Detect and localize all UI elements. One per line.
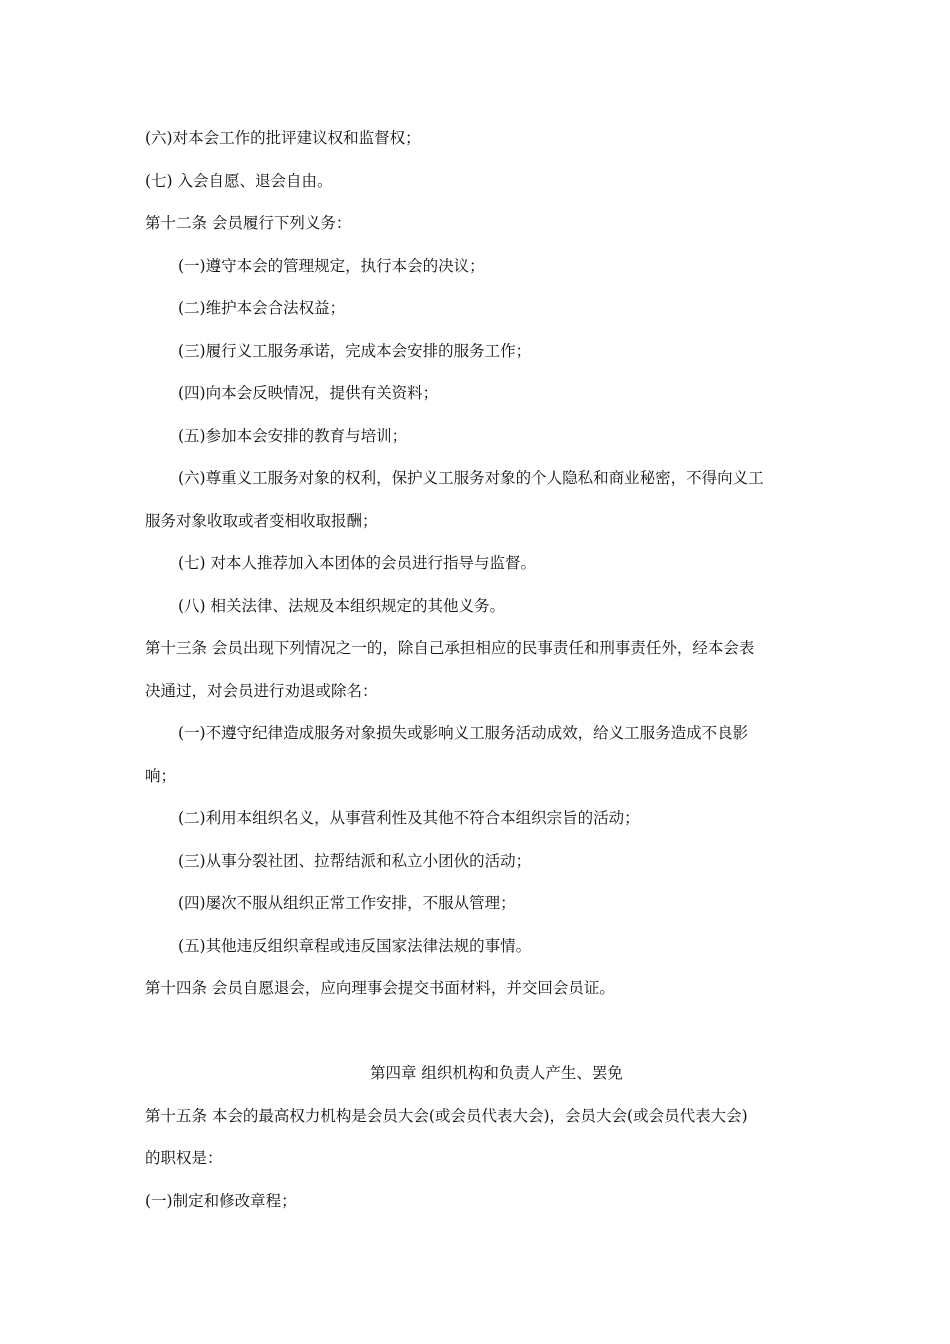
article-12-heading: 第十二条 会员履行下列义务： (145, 214, 352, 232)
article-15-heading: 第十五条 本会的最高权力机构是会员大会(或会员代表大会)，会员大会(或会员代表大会) (145, 1107, 748, 1125)
dismissal-item-1-cont: 响； (145, 767, 177, 785)
right-item-6: (六)对本会工作的批评建议权和监督权； (145, 129, 421, 147)
article-13-heading: 第十三条 会员出现下列情况之一的，除自己承担相应的民事责任和刑事责任外，经本会表 (145, 639, 755, 657)
duty-item-5: (五)参加本会安排的教育与培训； (178, 427, 408, 445)
duty-item-1: (一)遵守本会的管理规定，执行本会的决议； (178, 257, 485, 275)
duty-item-4: (四)向本会反映情况，提供有关资料； (178, 384, 439, 402)
dismissal-item-4: (四)屡次不服从组织正常工作安排，不服从管理； (178, 894, 516, 912)
duty-item-3: (三)履行义工服务承诺，完成本会安排的服务工作； (178, 342, 532, 360)
dismissal-item-1: (一)不遵守纪律造成服务对象损失或影响义工服务活动成效，给义工服务造成不良影 (178, 724, 749, 742)
duty-item-6: (六)尊重义工服务对象的权利，保护义工服务对象的个人隐私和商业秘密，不得向义工 (178, 469, 764, 487)
duty-item-2: (二)维护本会合法权益； (178, 299, 346, 317)
chapter-4-title: 第四章 组织机构和负责人产生、罢免 (370, 1064, 623, 1082)
article-14: 第十四条 会员自愿退会，应向理事会提交书面材料，并交回会员证。 (145, 979, 615, 997)
right-item-7: (七) 入会自愿、退会自由。 (145, 172, 333, 190)
duty-item-8: (八) 相关法律、法规及本组织规定的其他义务。 (178, 597, 506, 615)
dismissal-item-2: (二)利用本组织名义，从事营利性及其他不符合本组织宗旨的活动； (178, 809, 640, 827)
power-item-1: (一)制定和修改章程； (145, 1192, 297, 1210)
article-15-cont: 的职权是： (145, 1149, 223, 1167)
dismissal-item-5: (五)其他违反组织章程或违反国家法律法规的事情。 (178, 937, 532, 955)
article-13-cont: 决通过，对会员进行劝退或除名： (145, 682, 378, 700)
duty-item-7: (七) 对本人推荐加入本团体的会员进行指导与监督。 (178, 554, 537, 572)
duty-item-6-cont: 服务对象收取或者变相收取报酬； (145, 512, 378, 530)
dismissal-item-3: (三)从事分裂社团、拉帮结派和私立小团伙的活动； (178, 852, 532, 870)
